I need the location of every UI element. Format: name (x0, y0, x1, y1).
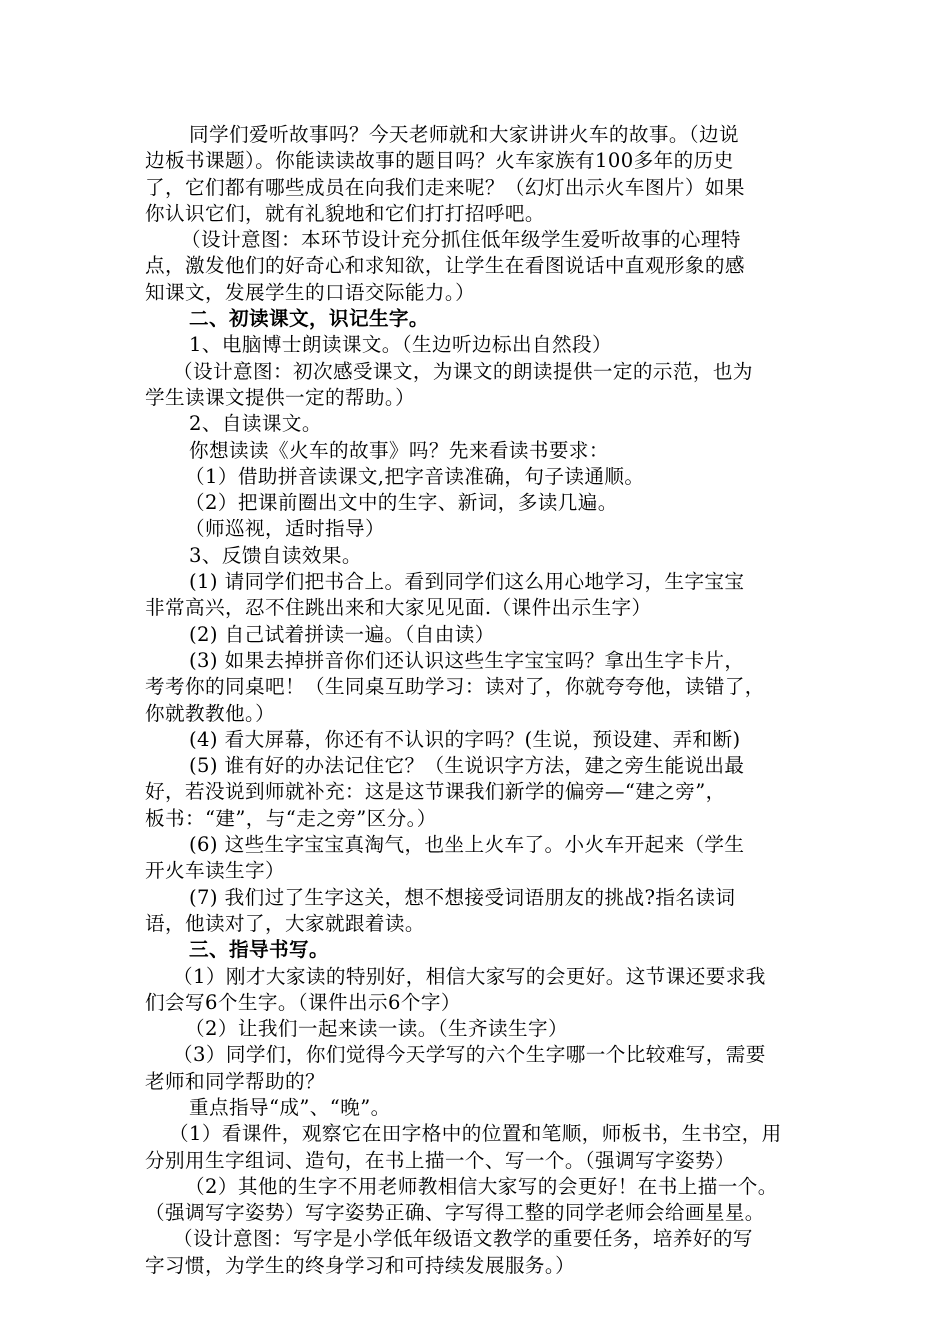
text-line: 3、反馈自读效果。 (189, 543, 362, 567)
text-line: 点，激发他们的好奇心和求知欲，让学生在看图说话中直观形象的感 (145, 254, 745, 278)
text-line: 你就教教他。） (145, 701, 276, 725)
text-line: 你想读读《火车的故事》吗？先来看读书要求： (189, 438, 609, 462)
text-line: 重点指导“成”、“晚”。 (189, 1095, 391, 1119)
text-line: （师巡视，适时指导） (185, 517, 385, 541)
text-line: (5) 谁有好的办法记住它？（生说识字方法，建之旁生能说出最 (189, 754, 745, 778)
text-line: （2）让我们一起来读一读。（生齐读生字） (185, 1017, 568, 1041)
text-line: （1）刚才大家读的特别好，相信大家写的会更好。这节课还要求我 (173, 964, 766, 988)
section-heading: 三、指导书写。 (189, 938, 329, 962)
text-line: (6) 这些生字宝宝真淘气，也坐上火车了。小火车开起来（学生 (189, 833, 745, 857)
text-line: (2) 自己试着拼读一遍。（自由读） (189, 622, 495, 646)
text-line: （强调写字姿势）写字姿势正确、字写得工整的同学老师会给画星星。 (145, 1201, 765, 1225)
text-line: 语，他读对了，大家就跟着读。 (145, 911, 425, 935)
text-line: (7) 我们过了生字这关，想不想接受词语朋友的挑战?指名读词 (189, 885, 736, 909)
text-line: 学生读课文提供一定的帮助。） (145, 385, 416, 409)
document-page (145, 122, 813, 1279)
text-line: 开火车读生字） (145, 859, 285, 883)
text-line: （设计意图：本环节设计充分抓住低年级学生爱听故事的心理特 (181, 228, 741, 252)
text-line: （设计意图：写字是小学低年级语文教学的重要任务，培养好的写 (173, 1227, 753, 1251)
text-line: （2）其他的生字不用老师教相信大家写的会更好！在书上描一个。 (185, 1174, 778, 1198)
text-line: 2、自读课文。 (189, 412, 322, 436)
text-line: 边板书课题）。你能读读故事的题目吗？火车家族有100多年的历史 (145, 149, 734, 173)
text-line: 老师和同学帮助的？ (145, 1069, 325, 1093)
text-line: 了，它们都有哪些成员在向我们走来呢？（幻灯出示火车图片）如果 (145, 175, 745, 199)
text-line: 好，若没说到师就补充：这是这节课我们新学的偏旁—“建之旁”， (145, 780, 726, 804)
text-line: 1、电脑博士朗读课文。（生边听边标出自然段） (189, 333, 612, 357)
text-line: 同学们爱听故事吗？今天老师就和大家讲讲火车的故事。（边说 (189, 123, 740, 146)
text-line: 字习惯，为学生的终身学习和可持续发展服务。） (145, 1253, 576, 1277)
text-line: 分别用生字组词、造句，在书上描一个、写一个。（强调写字姿势） (145, 1148, 736, 1172)
text-line: (1) 请同学们把书合上。看到同学们这么用心地学习，生字宝宝 (189, 570, 745, 594)
text-line: 非常高兴，忍不住跳出来和大家见见面.（课件出示生字） (145, 596, 652, 620)
text-line: （1）借助拼音读课文,把字音读准确，句子读通顺。 (185, 464, 645, 488)
text-line: 考考你的同桌吧！（生同桌互助学习：读对了，你就夸夸他，读错了， (145, 675, 765, 699)
text-line: 你认识它们，就有礼貌地和它们打打招呼吧。 (145, 201, 545, 225)
text-line: （2）把课前圈出文中的生字、新词，多读几遍。 (185, 491, 618, 515)
text-line: 板书：“建”，与“走之旁”区分。） (145, 806, 437, 830)
text-line: 们会写6个生字。（课件出示6个字） (145, 990, 461, 1014)
text-line: （1）看课件，观察它在田字格中的位置和笔顺，师板书，生书空，用 (169, 1122, 782, 1146)
text-line: 知课文，发展学生的口语交际能力。） (145, 280, 476, 304)
text-line: (4) 看大屏幕，你还有不认识的字吗？(生说，预设建、弄和断) (189, 727, 741, 751)
section-heading: 二、初读课文，识记生字。 (189, 307, 429, 331)
text-line: （3）同学们，你们觉得今天学写的六个生字哪一个比较难写，需要 (173, 1043, 766, 1067)
text-line: （设计意图：初次感受课文，为课文的朗读提供一定的示范，也为 (173, 359, 753, 383)
text-line: (3) 如果去掉拼音你们还认识这些生字宝宝吗？拿出生字卡片， (189, 648, 745, 672)
